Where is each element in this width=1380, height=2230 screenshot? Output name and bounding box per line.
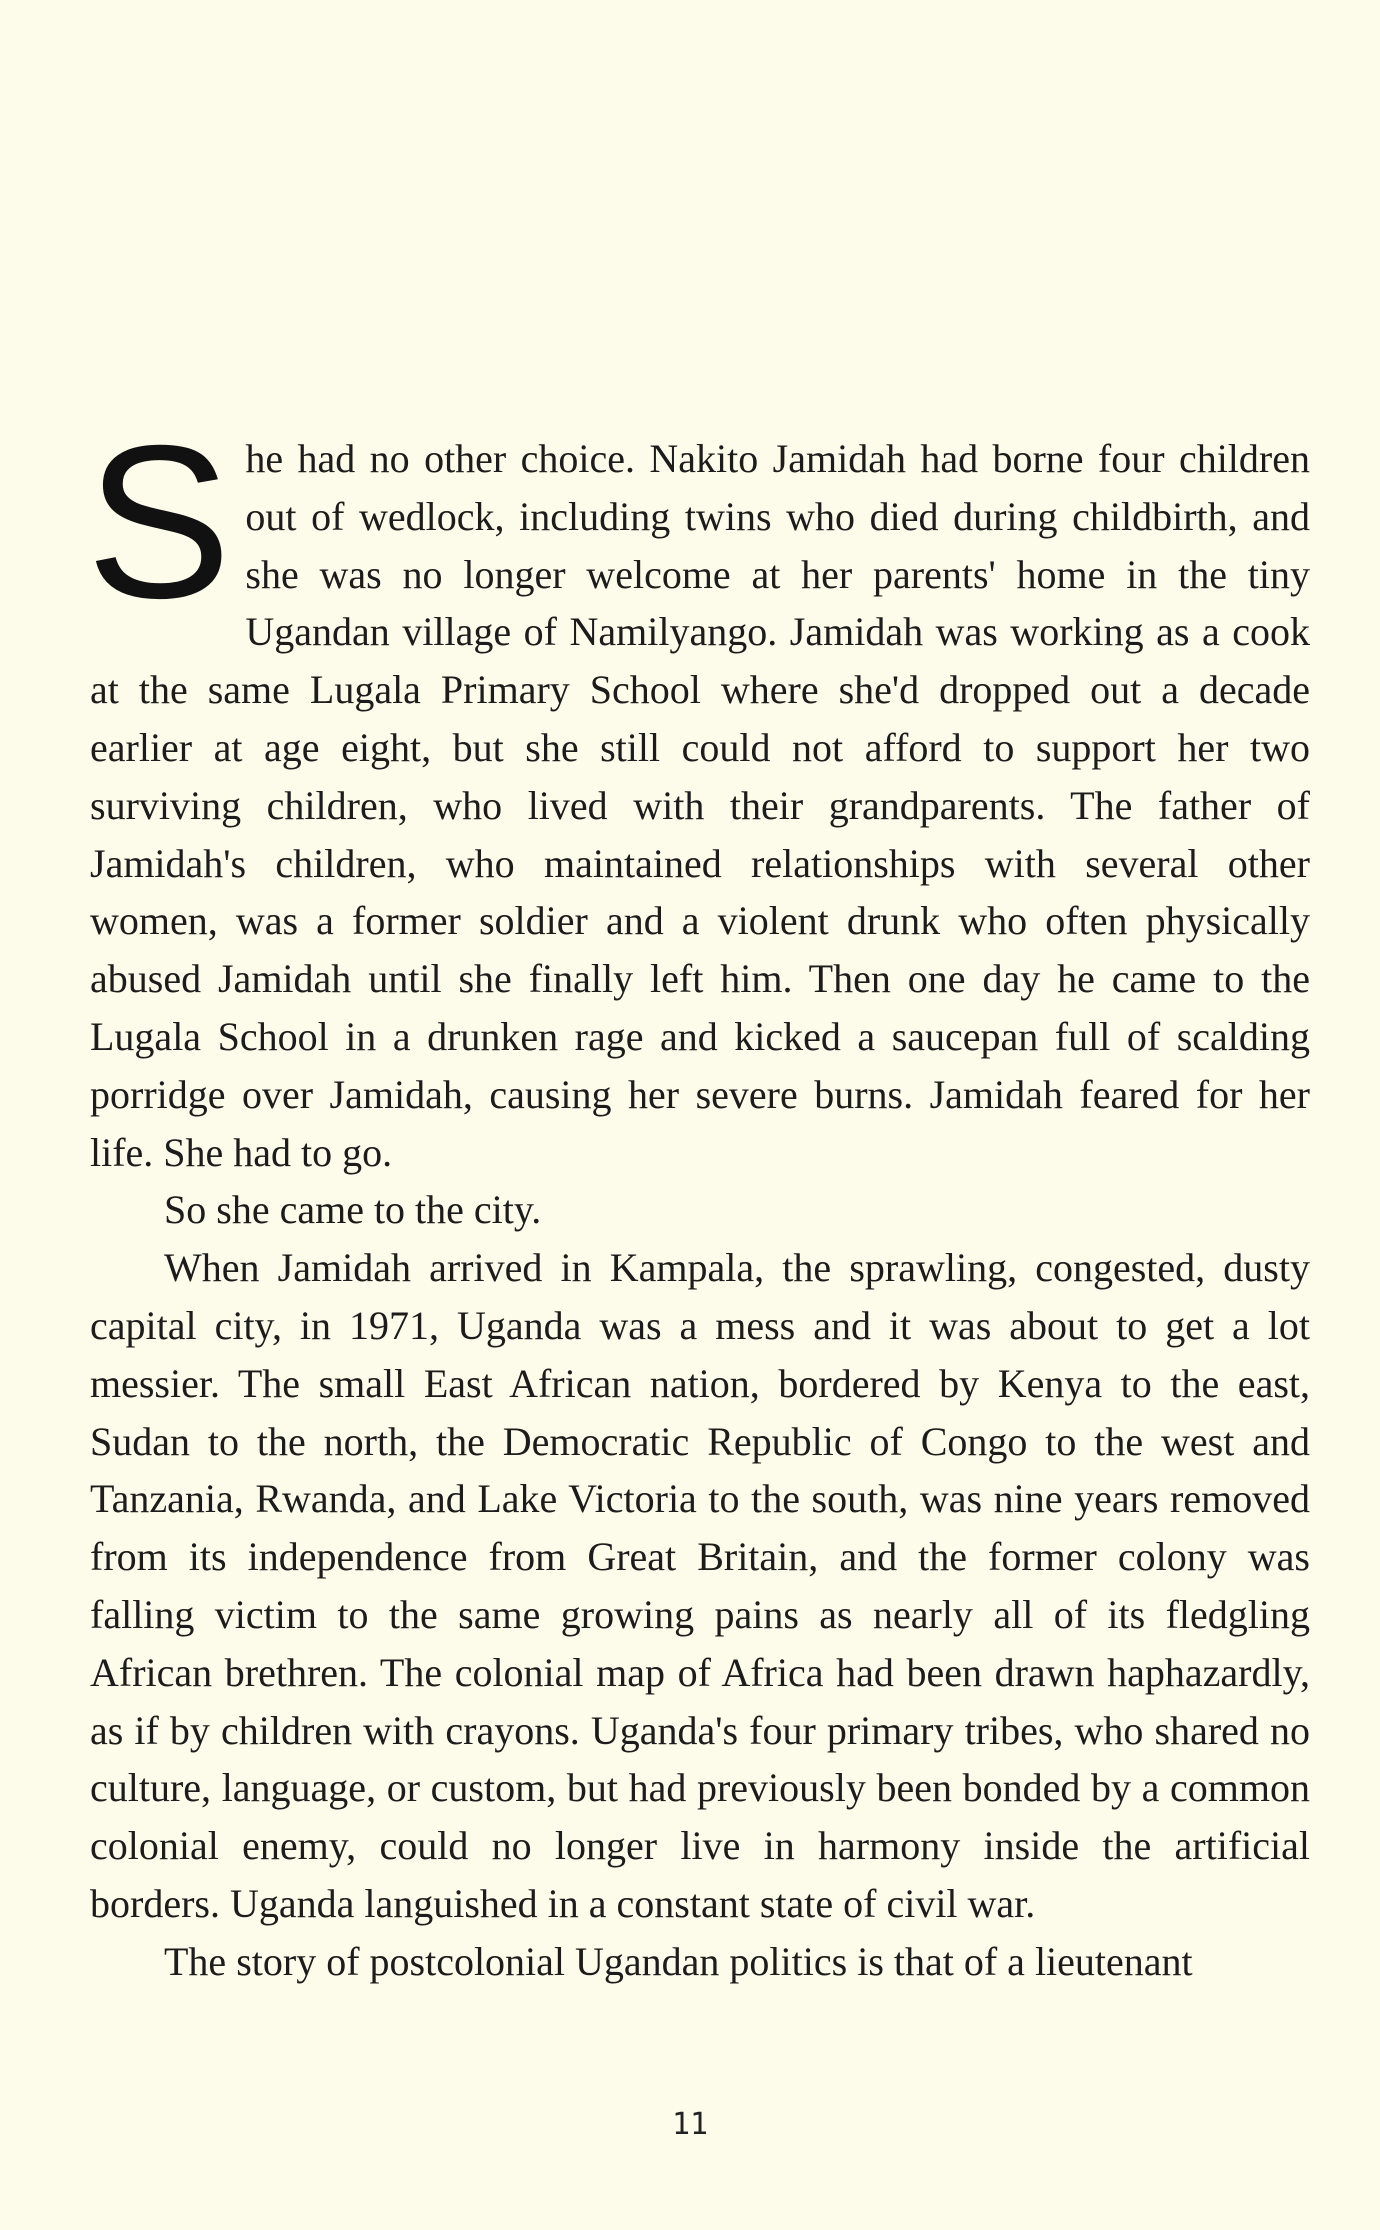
page-number: 11	[671, 2107, 709, 2142]
paragraph-3: When Jamidah arrived in Kampala, the sprawling, congested, dusty capital city, in 1971, Uganda was a mess and it was about to get a lot messier. The small East African nation, bordered by Kenya to the east, Sudan to the north, the Democratic Republic of Congo to the west and Tanzania, Rwanda, and Lake Victoria to the south, was nine years removed from its independence from Great Britain, and the former colony was falling victim to the same growing pains as nearly all of its fledgling African brethren. The colonial map of Africa had been drawn haphazardly, as if by children with crayons. Uganda's four primary tribes, who shared no culture, language, or custom, but had previously been bonded by a common colonial enemy, could no longer live in harmony inside the artificial borders. Uganda languished in a constant state of civil war.	[90, 1245, 1310, 1926]
paragraph-1	[86, 401, 1310, 1181]
paragraph-4: The story of postcolonial Ugandan politics is that of a lieutenant	[164, 1938, 1193, 1984]
paragraph-1-text: he had no other choice. Nakito Jamidah had borne four children out of wedlock, including twins who died during childbirth, and she was no longer welcome at her parents' home in the tiny Ugandan village of Namilyango. Jamidah was working as a cook at the same Lugala Primary School where she'd dropped out a decade earlier at age eight, but she still could not afford to support her two surviving children, who lived with their grandparents. The father of Jamidah's children, who maintained relationships with several other women, was a former soldier and a violent drunk who often physically abused Jamidah until she finally left him. Then one day he came to the Lugala School in a drunken rage and kicked a saucepan full of scalding porridge over Jamidah, causing her severe burns. Jamidah feared for her life. She had to go.	[90, 436, 1310, 1175]
drop-cap: S	[86, 401, 232, 644]
book-page-text	[86, 401, 1310, 1991]
paragraph-2: So she came to the city.	[164, 1187, 542, 1233]
